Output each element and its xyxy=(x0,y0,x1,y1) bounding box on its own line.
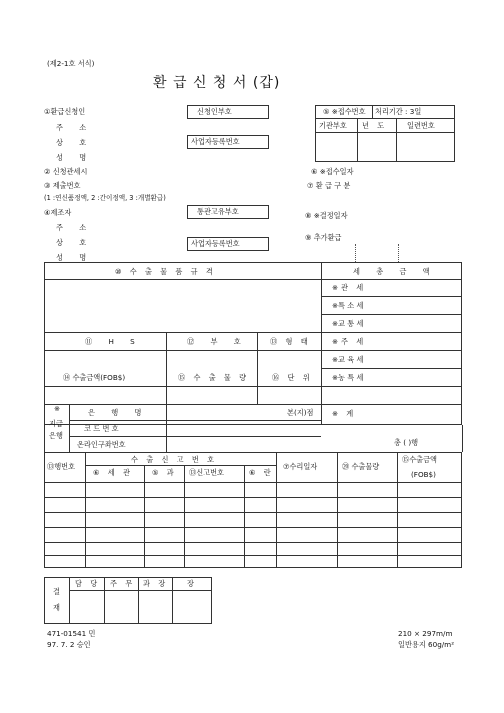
customs-office-label: ② 신청관세시 xyxy=(44,167,88,176)
receipt-no-label: ⑤ ※접수번호 xyxy=(323,107,366,116)
col-org-code: 기관부호 xyxy=(319,121,347,130)
tax-education: ※교 육 세 xyxy=(332,355,364,364)
footer-size: 210 × 297m/m xyxy=(398,629,453,638)
footer-code: 471-01541 민 xyxy=(47,629,96,638)
receipt-date-label: ⑥ ※접수일자 xyxy=(311,167,354,176)
code-header: ⑫ 부 호 xyxy=(187,337,248,346)
form-number: (제2-1호 서식) xyxy=(47,59,95,68)
decl-qty-header: ⑳ 수출물량 xyxy=(342,462,380,471)
approval-label-1: 결 xyxy=(53,587,60,596)
tax-special: ※특 소 세 xyxy=(332,301,364,310)
tax-customs: ※관 세 xyxy=(332,283,367,292)
bank-name-label: 은 행 명 xyxy=(88,408,149,417)
export-qty-header: ⑮ 수 출 물 량 xyxy=(178,373,250,382)
form-title: 환 급 신 청 서 (갑) xyxy=(153,75,281,91)
approval-col-manager: 과 장 xyxy=(143,579,169,588)
manufacturer-biz-reg-label: 사업자등록번호 xyxy=(191,239,240,248)
branch-label: 본(지)점 xyxy=(287,408,314,417)
col-serial: 일련번호 xyxy=(407,121,435,130)
approval-col-chief: 주 무 xyxy=(110,579,136,588)
footer-approval-date: 97. 7. 2 승인 xyxy=(47,640,91,649)
applicant-address-label: 주 소 xyxy=(56,123,94,132)
row-no-header: ⑬행번호 xyxy=(47,462,76,471)
declaration-header: 수 출 신 고 번 호 xyxy=(131,455,218,464)
decl-amount-header-1: ⑮수출금액 xyxy=(402,455,437,464)
additional-refund-label: ⑨ 추가환급 xyxy=(305,233,342,242)
hs-header: ⑪ H S xyxy=(85,337,142,346)
tax-total-sum: ※ 계 xyxy=(332,409,357,418)
bank-label-1: 지급 xyxy=(49,419,63,428)
applicant-biz-reg-label: 사업자등록번호 xyxy=(191,137,240,146)
export-amount-header: ⑭ 수출금액(FOB$) xyxy=(63,373,126,382)
col-year: 년 도 xyxy=(362,121,388,130)
manufacturer-name-label: 성 명 xyxy=(56,253,94,262)
applicant-name-label: 성 명 xyxy=(56,153,94,162)
unit-header: ⑯ 단 위 xyxy=(272,373,313,382)
manufacturer-address-label: 주 소 xyxy=(56,223,94,232)
decl-col-dept: ⑤ 과 xyxy=(152,468,177,477)
processing-period: 처리기간 : 3일 xyxy=(375,107,422,116)
bank-code-label: 코 드 번 호 xyxy=(84,424,119,433)
tax-traffic: ※교 통 세 xyxy=(332,319,364,328)
decl-col-lan: ⑥ 란 xyxy=(249,468,274,477)
submit-note: (1 :연신품정액, 2 :간이정액, 3 :개별환급) xyxy=(44,194,166,202)
approval-col-head: 장 xyxy=(187,579,194,588)
applicant-company-label: 상 호 xyxy=(56,138,94,147)
submit-no-label: ③ 제출번호 xyxy=(44,181,81,190)
decision-date-label: ⑧ ※결정일자 xyxy=(305,211,348,220)
decl-col-number: ⑬신고번호 xyxy=(189,468,224,477)
refund-type-label: ⑦ 환 급 구 분 xyxy=(307,181,351,190)
decl-amount-header-2: (FOB$) xyxy=(411,470,436,479)
tax-farm: ※농 특 세 xyxy=(332,373,364,382)
online-account-label: 온라인구좌번호 xyxy=(77,440,126,449)
form-header: ⑬ 형 태 xyxy=(270,337,311,346)
manufacturer-label: ④제조자 xyxy=(44,208,72,217)
export-spec-header: ⑩ 수 출 물 품 규 격 xyxy=(115,267,216,276)
bank-label-2: 은행 xyxy=(49,431,63,440)
accept-date-header: ⑦수리일자 xyxy=(283,462,318,471)
applicant-label: ①환급신청인 xyxy=(44,107,86,116)
applicant-no-label: 신청인부호 xyxy=(197,107,232,116)
approval-label-2: 재 xyxy=(53,603,60,612)
tax-liquor: ※주 세 xyxy=(332,337,367,346)
footer-paper: 일반용지 60g/m² xyxy=(398,640,455,649)
manufacturer-company-label: 상 호 xyxy=(56,238,94,247)
decl-col-customs: ⑥ 세 관 xyxy=(93,468,133,477)
bank-mark: ※ xyxy=(54,404,61,413)
bank-total-count: 총 ( )행 xyxy=(394,438,419,447)
tax-total-header: 세 총 금 액 xyxy=(353,267,437,276)
approval-col-staff: 담 당 xyxy=(75,579,101,588)
customs-code-label: 통관고유부호 xyxy=(197,207,239,216)
